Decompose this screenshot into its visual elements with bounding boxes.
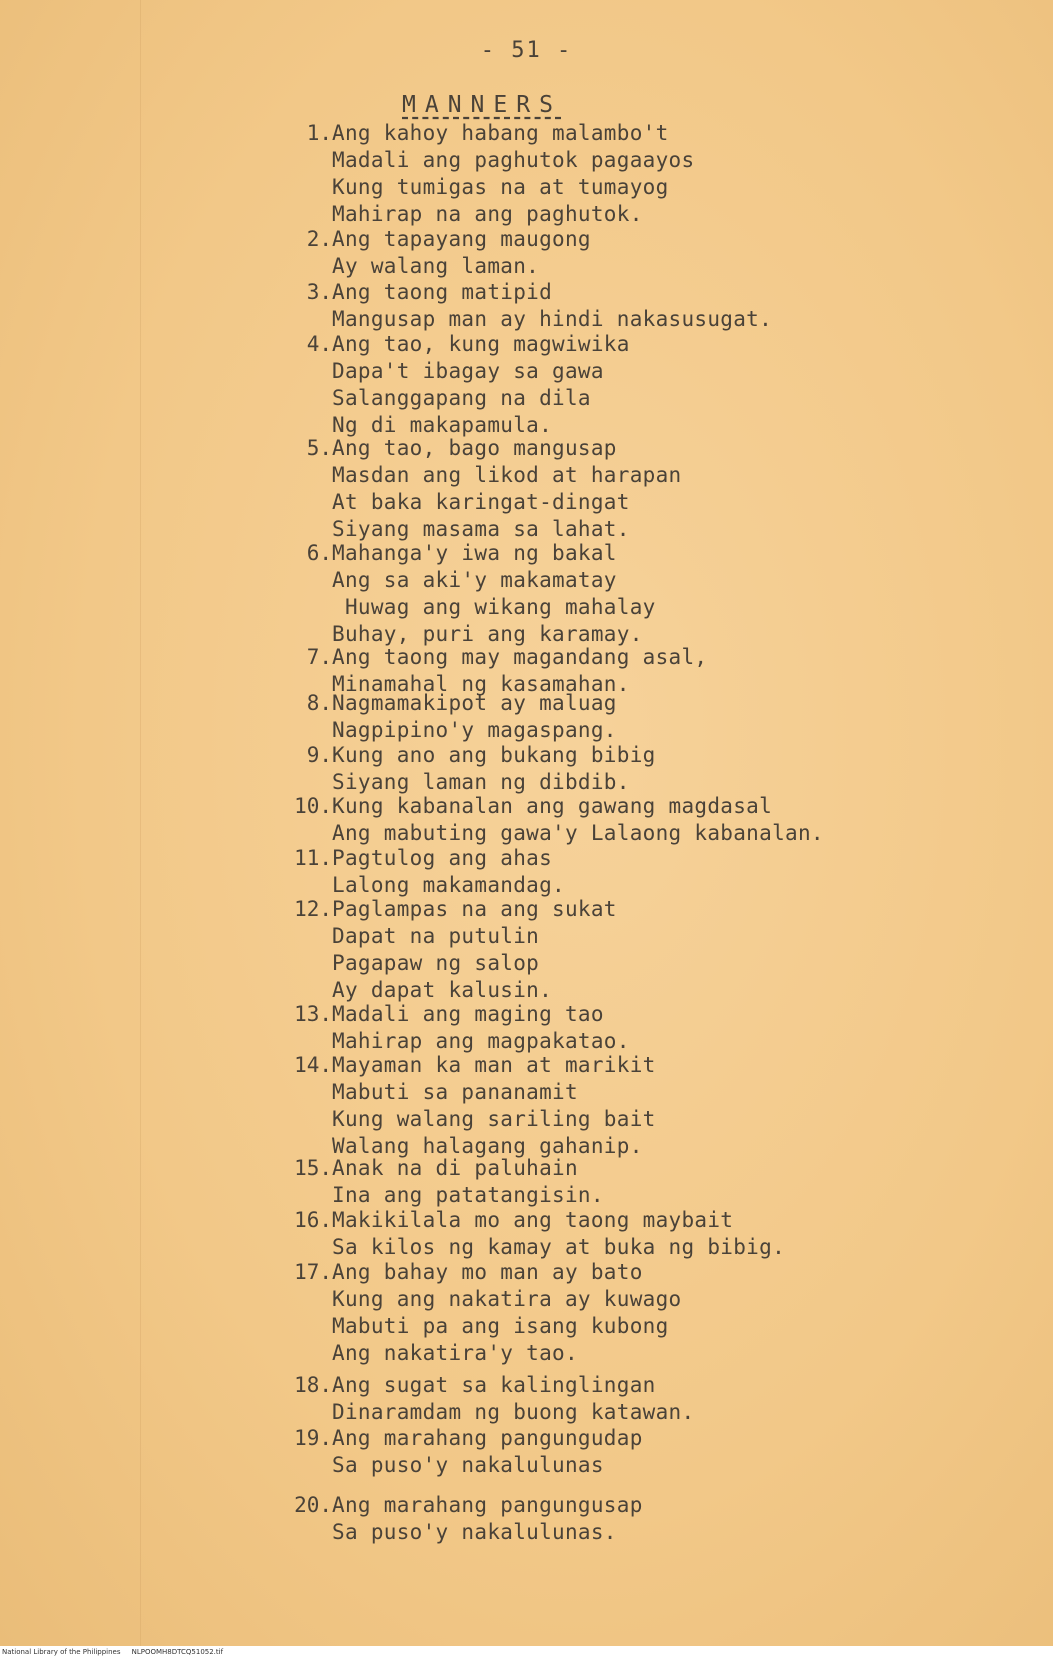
proverb-line: Ang marahang pangungusap	[332, 1493, 643, 1517]
proverb-number: 9.	[306, 743, 332, 767]
proverb-line: Ang taong may magandang asal,	[332, 645, 708, 669]
proverb-lines	[332, 690, 617, 744]
proverb-line: Ina ang patatangisin.	[332, 1183, 604, 1207]
proverb-line: Minamahal ng kasamahan.	[332, 672, 630, 696]
proverb-line: Mangusap man ay hindi nakasusugat.	[332, 307, 773, 331]
proverb-line: Ay walang laman.	[332, 254, 540, 278]
proverb-lines	[332, 742, 656, 796]
proverb-number: 17.	[294, 1260, 332, 1284]
proverb-number: 8.	[306, 691, 332, 715]
proverb-number: 3.	[306, 280, 332, 304]
proverb-number: 11.	[294, 846, 332, 870]
proverb-number: 10.	[294, 794, 332, 818]
proverb-line: Madali ang paghutok pagaayos	[332, 148, 695, 172]
proverb-line: Dinaramdam ng buong katawan.	[332, 1400, 695, 1424]
scan-footer: National Library of the Philippines NLPOOMH8DTCQ51052.tif	[0, 1646, 1053, 1658]
proverb-line: At baka karingat-dingat	[332, 490, 630, 514]
proverb-line: Nagpipino'y magaspang.	[332, 718, 617, 742]
proverb-line: Dapa't ibagay sa gawa	[332, 359, 604, 383]
proverb-line: Mahirap na ang paghutok.	[332, 202, 643, 226]
proverb-line: Pagtulog ang ahas	[332, 846, 553, 870]
page-title: MANNERS	[402, 92, 562, 118]
proverb-number: 20.	[294, 1493, 332, 1517]
proverb-line: Sa puso'y nakalulunas	[332, 1453, 604, 1477]
proverb-number: 19.	[294, 1426, 332, 1450]
proverb-lines	[332, 1207, 785, 1261]
margin-line	[140, 0, 141, 1646]
proverb-number: 4.	[306, 332, 332, 356]
proverb-number: 12.	[294, 897, 332, 921]
proverb-line: Siyang laman ng dibdib.	[332, 770, 630, 794]
proverb-lines	[332, 226, 591, 280]
proverb-line: Makikilala mo ang taong maybait	[332, 1208, 734, 1232]
proverb-number: 15.	[294, 1156, 332, 1180]
proverb-line: Sa puso'y nakalulunas.	[332, 1520, 617, 1544]
proverb-lines	[332, 120, 694, 228]
proverb-number: 18.	[294, 1373, 332, 1397]
page-number: - 51 -	[480, 38, 573, 63]
proverb-line: Kung kabanalan ang gawang magdasal	[332, 794, 773, 818]
proverb-lines	[332, 896, 617, 1004]
proverb-line: Ang mabuting gawa'y Lalaong kabanalan.	[332, 821, 824, 845]
proverb-line: Ang tao, bago mangusap	[332, 436, 617, 460]
proverb-line: Sa kilos ng kamay at buka ng bibig.	[332, 1235, 786, 1259]
proverb-line: Huwag ang wikang mahalay	[332, 595, 656, 619]
proverb-lines	[332, 1492, 643, 1546]
proverb-number: 2.	[306, 227, 332, 251]
proverb-line: Ang marahang pangungudap	[332, 1426, 643, 1450]
proverb-line: Madali ang maging tao	[332, 1002, 604, 1026]
proverb-line: Ang sugat sa kalinglingan	[332, 1373, 656, 1397]
proverb-line: Anak na di paluhain	[332, 1156, 578, 1180]
proverb-line: Ang tao, kung magwiwika	[332, 332, 630, 356]
proverb-line: Kung walang sariling bait	[332, 1107, 656, 1131]
proverb-line: Mabuti sa pananamit	[332, 1080, 578, 1104]
proverb-number: 7.	[306, 645, 332, 669]
proverb-line: Walang halagang gahanip.	[332, 1134, 643, 1158]
proverb-number: 1.	[306, 121, 332, 145]
proverb-lines	[332, 435, 681, 543]
proverb-line: Dapat na putulin	[332, 924, 540, 948]
proverb-number: 13.	[294, 1002, 332, 1026]
proverb-line: Siyang masama sa lahat.	[332, 517, 630, 541]
proverb-line: Paglampas na ang sukat	[332, 897, 617, 921]
proverb-number: 6.	[306, 541, 332, 565]
proverb-line: Ang bahay mo man ay bato	[332, 1260, 643, 1284]
proverb-line: Pagapaw ng salop	[332, 951, 540, 975]
proverb-lines	[332, 279, 772, 333]
proverb-line: Mabuti pa ang isang kubong	[332, 1314, 669, 1338]
proverb-line: Masdan ang likod at harapan	[332, 463, 682, 487]
proverb-line: Mahanga'y iwa ng bakal	[332, 541, 617, 565]
proverb-lines	[332, 540, 656, 648]
proverb-line: Lalong makamandag.	[332, 873, 565, 897]
proverb-lines	[332, 1155, 604, 1209]
proverb-lines	[332, 1259, 681, 1367]
proverb-line: Kung ano ang bukang bibig	[332, 743, 656, 767]
proverb-line: Ang tapayang maugong	[332, 227, 591, 251]
proverb-lines	[332, 793, 824, 847]
proverb-line: Mayaman ka man at marikit	[332, 1053, 656, 1077]
proverb-line: Ng di makapamula.	[332, 413, 553, 437]
proverb-number: 14.	[294, 1053, 332, 1077]
proverb-line: Nagmamakipot ay maluag	[332, 691, 617, 715]
proverb-line: Buhay, puri ang karamay.	[332, 622, 643, 646]
proverb-lines	[332, 1052, 656, 1160]
proverb-number: 5.	[306, 436, 332, 460]
proverb-line: Ang sa aki'y makamatay	[332, 568, 617, 592]
proverb-line: Mahirap ang magpakatao.	[332, 1029, 630, 1053]
proverb-line: Ang nakatira'y tao.	[332, 1341, 578, 1365]
proverb-line: Ay dapat kalusin.	[332, 978, 553, 1002]
proverb-lines	[332, 1001, 630, 1055]
proverb-line: Ang taong matipid	[332, 280, 553, 304]
proverb-lines	[332, 331, 630, 439]
proverb-line: Kung tumigas na at tumayog	[332, 175, 669, 199]
proverb-number: 16.	[294, 1208, 332, 1232]
proverb-lines	[332, 1372, 694, 1426]
proverb-line: Ang kahoy habang malambo't	[332, 121, 669, 145]
proverb-line: Kung ang nakatira ay kuwago	[332, 1287, 682, 1311]
proverb-line: Salanggapang na dila	[332, 386, 591, 410]
proverb-lines	[332, 1425, 643, 1479]
proverb-lines	[332, 845, 565, 899]
